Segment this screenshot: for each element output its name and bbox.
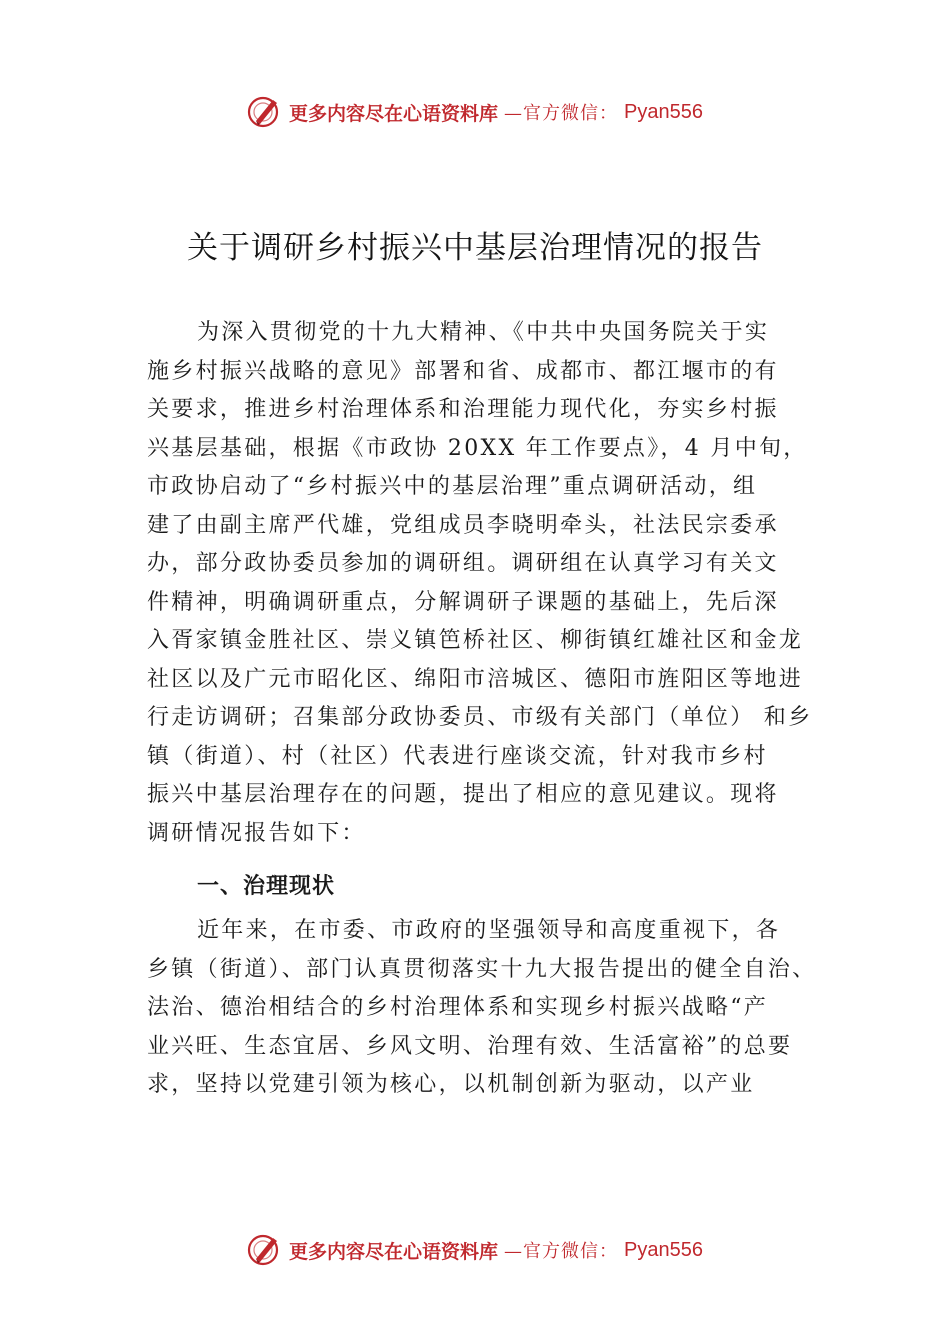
text-line: 调研情况报告如下：: [147, 820, 366, 846]
text-line: 振兴中基层治理存在的问题，提出了相应的意见建议。现将: [147, 782, 779, 807]
text-line: 建了由副主席严代雄，党组成员李晓明牵头，社法民宗委承: [147, 512, 779, 538]
banner-wechat-label: —官方微信：: [504, 1241, 619, 1262]
text-line: 件精神，明确调研重点，分解调研子课题的基础上，先后深: [147, 589, 779, 615]
paragraph-intro: [147, 314, 831, 853]
text-line: 办，部分政协委员参加的调研组。调研组在认真学习有关文: [147, 551, 779, 576]
banner-library-text: 更多内容尽在心语资料库: [289, 102, 499, 125]
text-line: 施乡村振兴战略的意见》部署和省、成都市、都江堰市的有: [147, 358, 779, 384]
pen-logo-icon: [247, 1232, 283, 1268]
banner-content: [247, 1232, 703, 1268]
banner-content: [247, 94, 703, 130]
text-line: 业兴旺、生态宜居、乡风文明、治理有效、生活富裕”的总要: [147, 1033, 793, 1059]
section-heading: 一、治理现状: [197, 874, 336, 899]
document-title: 关于调研乡村振兴中基层治理情况的报告: [187, 230, 763, 266]
text-line: 为深入贯彻党的十九大精神、《中共中央国务院关于实: [197, 320, 770, 345]
text-line: 近年来，在市委、市政府的坚强领导和高度重视下，各: [197, 918, 781, 943]
text-line: 行走访调研；召集部分政协委员、市级有关部门（单位） 和乡: [147, 705, 813, 730]
banner-library-text: 更多内容尽在心语资料库: [289, 1240, 499, 1263]
pen-logo-icon: [247, 94, 283, 130]
banner-wechat-label: —官方微信：: [504, 103, 619, 124]
banner-wechat-id: Pyan556: [624, 100, 703, 123]
text-line: 镇（街道）、村（社区）代表进行座谈交流，针对我市乡村: [147, 743, 768, 769]
text-line: 兴基层基础，根据《市政协 20XX 年工作要点》，4 月中旬，: [147, 435, 808, 461]
text-line: 乡镇（街道）、部门认真贯彻落实十九大报告提出的健全自治、: [147, 956, 817, 982]
footer-watermark-banner: [0, 1232, 950, 1268]
text-line: 关要求，推进乡村治理体系和治理能力现代化，夯实乡村振: [147, 397, 779, 422]
text-line: 法治、德治相结合的乡村治理体系和实现乡村振兴战略“产: [147, 995, 769, 1020]
banner-wechat-id: Pyan556: [624, 1238, 703, 1261]
text-line: 求，坚持以党建引领为核心，以机制创新为驱动，以产业: [147, 1072, 755, 1097]
paragraph-status: [147, 912, 831, 1105]
text-line: 社区以及广元市昭化区、绵阳市涪城区、德阳市旌阳区等地进: [147, 666, 804, 692]
section-heading-block: [147, 868, 831, 907]
header-watermark-banner: [0, 94, 950, 130]
text-line: 市政协启动了“乡村振兴中的基层治理”重点调研活动，组: [147, 474, 758, 499]
text-line: 入胥家镇金胜社区、崇义镇笆桥社区、柳街镇红雄社区和金龙: [147, 628, 804, 653]
